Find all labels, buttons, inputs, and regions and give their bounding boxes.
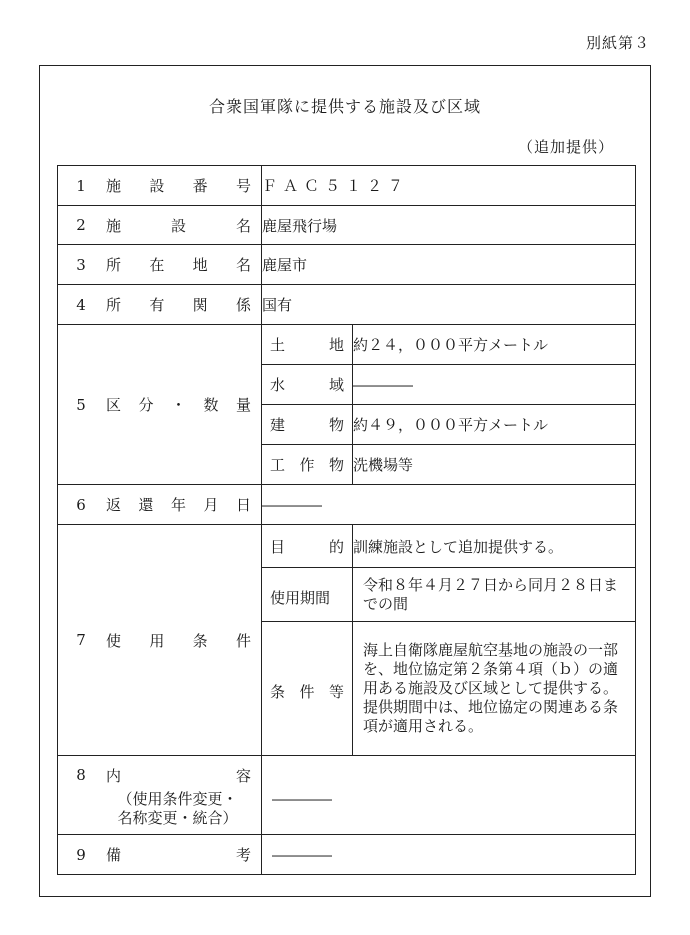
label-char: 考 <box>235 846 251 864</box>
document-frame <box>39 65 651 897</box>
label-char: 施 <box>106 216 122 235</box>
building-value: 約４９，０００平方メートル <box>353 405 636 445</box>
return-date-value: ―――― <box>262 485 636 525</box>
label-char: 使 <box>106 631 122 650</box>
label-char: 係 <box>235 296 251 314</box>
label-char: 目 <box>270 537 286 556</box>
purpose-value: 訓練施設として追加提供する。 <box>353 525 636 568</box>
label-char: 月 <box>203 496 219 514</box>
facility-table <box>57 165 636 875</box>
label-char: 域 <box>328 376 344 394</box>
label-char: 土 <box>270 336 286 354</box>
label-char: 名 <box>235 216 251 235</box>
row-label <box>96 215 251 236</box>
sub-label <box>262 374 352 395</box>
land-value: 約２４，０００平方メートル <box>353 325 636 365</box>
period-value: 令和８年４月２７日から同月２８日までの間 <box>363 575 619 613</box>
sub-label <box>262 681 352 702</box>
row-facility-number <box>58 166 636 206</box>
label-char: 号 <box>235 177 251 195</box>
label-char: 的 <box>328 537 344 556</box>
conditions-value: 海上自衛隊鹿屋航空基地の施設の一部を、地位協定第２条第４項（ｂ）の適用ある施設及び区域として提供する。提供期間中は、地位協定の関連ある条項が適用される。 <box>363 641 619 735</box>
location-value: 鹿屋市 <box>262 245 636 285</box>
contents-value: ―――― <box>272 790 332 808</box>
row-remarks <box>58 835 636 875</box>
label-char: 物 <box>328 416 344 434</box>
label-char: 工 <box>270 456 286 474</box>
label-char: 関 <box>192 296 208 314</box>
row-number: 2 <box>76 216 86 234</box>
facility-name-value: 鹿屋飛行場 <box>262 206 636 245</box>
row-label <box>96 254 251 275</box>
structure-value: 洗機場等 <box>353 445 636 485</box>
row-contents <box>58 756 636 835</box>
label-char: 還 <box>138 496 154 514</box>
annex-label: 別紙第３ <box>585 34 650 52</box>
label-char: 日 <box>235 496 251 514</box>
label-char: 地 <box>192 256 208 274</box>
label-char: 施 <box>106 177 122 195</box>
label-char: 物 <box>328 456 344 474</box>
row-number: 1 <box>76 176 86 195</box>
contents-note: （使用条件変更・名称変更・統合） <box>117 790 238 827</box>
row-return-date <box>58 485 636 525</box>
row-number: 9 <box>76 845 86 864</box>
row-category-land <box>58 325 636 365</box>
label-char: 分 <box>138 396 154 414</box>
row-facility-name <box>58 206 636 245</box>
document-subtitle: （追加提供） <box>517 138 614 156</box>
label-char: 量 <box>235 396 251 414</box>
row-number: 7 <box>76 631 86 649</box>
label-char: 用 <box>149 631 165 650</box>
label-char: 条 <box>270 683 286 701</box>
row-number: 4 <box>76 295 86 314</box>
label-char: 数 <box>203 396 219 414</box>
label-char: 件 <box>299 683 315 701</box>
label-char: 番 <box>192 177 208 195</box>
row-label <box>96 844 251 865</box>
label-char: 備 <box>106 846 122 864</box>
sub-label <box>262 414 352 435</box>
label-char: 作 <box>299 456 315 474</box>
row-number: 8 <box>76 766 86 784</box>
label-char: ・ <box>170 396 186 414</box>
row-number: 5 <box>76 395 86 414</box>
label-char: 在 <box>149 256 165 274</box>
document-title: 合衆国軍隊に提供する施設及び区域 <box>208 97 481 116</box>
row-label <box>96 294 251 315</box>
row-label <box>96 494 251 515</box>
label-char: 使用期間 <box>270 589 331 607</box>
row-label <box>96 630 251 651</box>
sub-label <box>262 334 352 355</box>
label-char: 内 <box>106 766 122 785</box>
remarks-value: ―――― <box>272 845 332 864</box>
water-value: ―――― <box>353 365 636 405</box>
label-char: 条 <box>192 631 208 650</box>
row-number: 6 <box>76 495 86 514</box>
row-ownership <box>58 285 636 325</box>
label-char: 水 <box>270 376 286 394</box>
label-char: 返 <box>106 496 122 514</box>
label-char: 所 <box>106 256 122 274</box>
sub-label <box>262 587 352 608</box>
row-usage-purpose <box>58 525 636 568</box>
label-char: 年 <box>170 496 186 514</box>
label-char: 名 <box>235 256 251 274</box>
label-char: 容 <box>235 766 251 785</box>
row-location <box>58 245 636 285</box>
row-number: 3 <box>76 255 86 274</box>
label-char: 設 <box>149 177 165 195</box>
sub-label <box>262 454 352 475</box>
row-label <box>96 394 251 415</box>
row-label <box>96 175 251 196</box>
label-char: 所 <box>106 296 122 314</box>
label-char: 件 <box>235 631 251 650</box>
label-char: 地 <box>328 336 344 354</box>
label-char: 等 <box>328 683 344 701</box>
label-char: 区 <box>106 396 122 414</box>
label-char: 設 <box>170 216 186 235</box>
label-char: 建 <box>270 416 286 434</box>
sub-label <box>262 536 352 557</box>
row-label <box>96 765 251 786</box>
label-char: 有 <box>149 296 165 314</box>
ownership-value: 国有 <box>262 285 636 325</box>
facility-number-value: ＦＡＣ５１２７ <box>262 177 410 195</box>
